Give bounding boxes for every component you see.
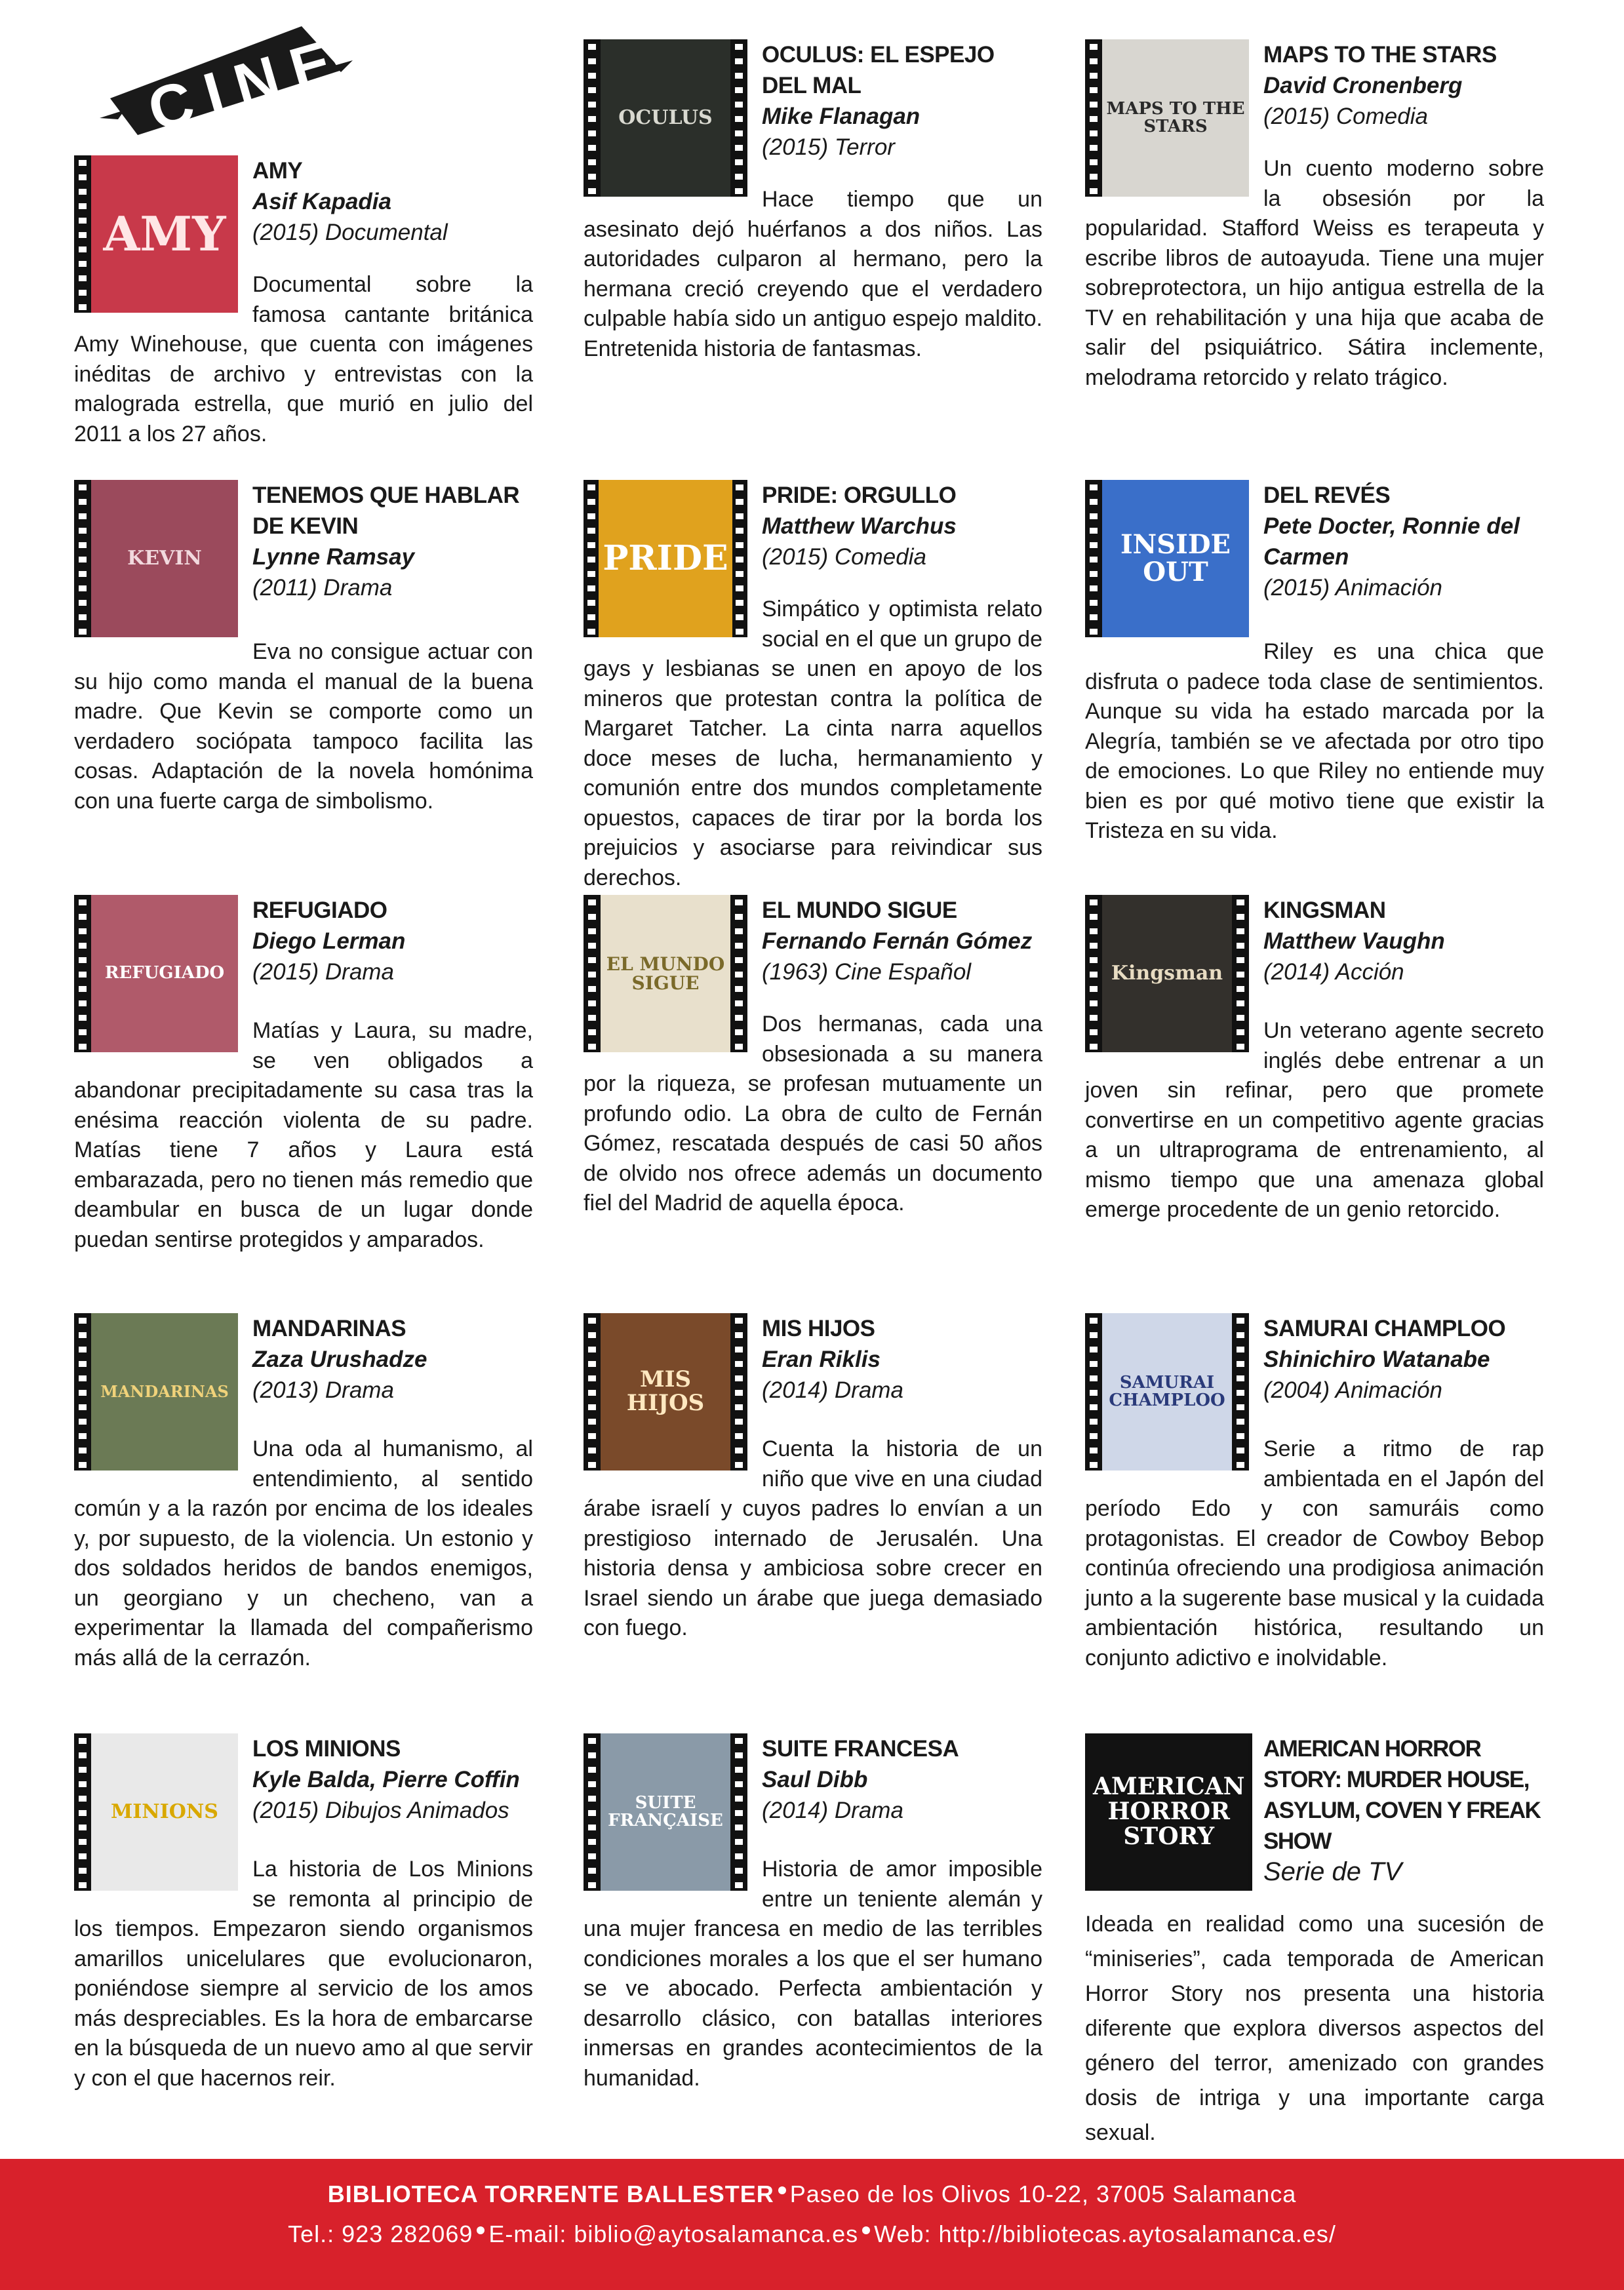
movie-poster: OCULUS: [601, 39, 730, 197]
movie-director: Lynne Ramsay: [252, 544, 415, 570]
movie-title: TENEMOS QUE HABLAR DE KEVIN: [252, 483, 520, 539]
movie-year-genre: Serie de TV: [1263, 1857, 1402, 1886]
movie-title: EL MUNDO SIGUE: [762, 898, 957, 923]
footer-email[interactable]: E-mail: biblio@aytosalamanca.es: [488, 2221, 859, 2247]
movie-synopsis: Un veterano agente secreto inglés debe entrenar a un joven sin refinar, pero que promete convertirse en un competitivo agente gracias a un ultraprograma de entrenamiento, al mismo tiempo que una amenaza global emerge procedente de un genio retorcido.: [1085, 1018, 1544, 1222]
poster-film-frame: [584, 1313, 747, 1471]
movie-year-genre: (2011) Drama: [252, 575, 393, 601]
movie-synopsis: Un cuento moderno sobre la obsesión por la popularidad. Stafford Weiss es terapeuta y escribe libros de autoayuda. Tiene una mujer sobreprotectora, un hijo antigua estrella de la TV en rehabilitación y una hija que acaba de salir del psiquiátrico. Sátira inclemente, melodrama retorcido y relato trágico.: [1085, 156, 1544, 390]
movie-poster: SUITE FRANÇAISE: [601, 1733, 730, 1891]
movie-director: Matthew Vaughn: [1263, 928, 1445, 954]
movie-synopsis: Eva no consigue actuar con su hijo como manda el manual de la buena madre. Que Kevin se comporte como un verdadero sociópata tampoco facilita las cosas. Adaptación de la novela homónima con una fuerte carga de simbolismo.: [74, 639, 533, 814]
movie-entry-maps: [1085, 39, 1544, 393]
movie-director: Matthew Warchus: [762, 513, 957, 539]
movie-poster: SAMURAI CHAMPLOO: [1102, 1313, 1232, 1471]
movie-title: DEL REVÉS: [1263, 483, 1391, 508]
movie-poster: KEVIN: [91, 480, 238, 637]
poster-film-frame: [584, 39, 747, 197]
bullet-icon: [862, 2226, 870, 2234]
movie-director: Diego Lerman: [252, 928, 406, 954]
movie-synopsis: Ideada en realidad como una sucesión de “miniseries”, cada temporada de American Horror Story nos presenta una historia diferente que explora diversos aspectos del género del terror, amenizado con grandes dosis de intriga y una importante carga sexual.: [1085, 1912, 1544, 2145]
poster-film-frame: [584, 1733, 747, 1891]
movie-synopsis: Riley es una chica que disfruta o padece toda clase de sentimientos. Aunque su vida ha estado marcada por la Alegría, también se ve afectada por otro tipo de emociones. Lo que Riley no entiende muy bien es por qué motivo tiene que existir la Tristeza en su vida.: [1085, 639, 1544, 843]
poster-film-frame: [1085, 1733, 1249, 1891]
poster-film-frame: [74, 480, 238, 637]
cine-logo: [98, 20, 354, 145]
movie-year-genre: (2014) Drama: [762, 1798, 903, 1823]
movie-director: Zaza Urushadze: [252, 1347, 427, 1372]
poster-film-frame: [1085, 39, 1249, 197]
movie-entry-el-mundo-sigue: [584, 895, 1042, 1219]
movie-title: AMY: [252, 158, 303, 184]
movie-year-genre: (2015) Comedia: [762, 544, 926, 570]
movie-synopsis: Hace tiempo que un asesinato dejó huérfanos a dos niños. Las autoridades culparon al hermano, pero la hermana creció creyendo que el verdadero culpable había sido un antiguo espejo maldito. Entretenida historia de fantasmas.: [584, 187, 1042, 361]
movie-director: Eran Riklis: [762, 1347, 881, 1372]
movie-synopsis: Dos hermanas, cada una obsesionada a su manera por la riqueza, se profesan mutuamente un profundo odio. La obra de culto de Fernán Gómez, rescatada después de casi 50 años de olvido nos ofrece además un documento fiel del Madrid de aquella época.: [584, 1012, 1042, 1215]
movie-synopsis: Serie a ritmo de rap ambientada en el Japón del período Edo y con samuráis como protagonistas. El creador de Cowboy Bebop continúa ofreciendo una prodigiosa animación junto a la sugerente base musical y la cuidada ambientación histórica, resultando un conjunto adictivo e inolvidable.: [1085, 1436, 1544, 1670]
movie-year-genre: (2004) Animación: [1263, 1377, 1443, 1403]
movie-poster: EL MUNDO SIGUE: [601, 895, 730, 1052]
movie-year-genre: (2015) Comedia: [1263, 104, 1428, 129]
movie-entry-kevin: [74, 480, 533, 816]
movie-entry-del-reves: [1085, 480, 1544, 846]
movie-entry-suite-francesa: [584, 1733, 1042, 2093]
footer-line-address: [0, 2181, 1624, 2208]
movie-director: Asif Kapadia: [252, 189, 391, 214]
movie-director: Fernando Fernán Gómez: [762, 928, 1033, 954]
movie-director: Pete Docter, Ronnie del Carmen: [1263, 513, 1520, 570]
movie-year-genre: (2015) Dibujos Animados: [252, 1798, 509, 1823]
movie-entry-samurai-champloo: [1085, 1313, 1544, 1673]
movie-synopsis: La historia de Los Minions se remonta al principio de los tiempos. Empezaron siendo organismos amarillos unicelulares que evolucionaron, poniéndose siempre al servicio de los amos más despreciables. Es la hora de embarcarse en la búsqueda de un nuevo amo al que servir y con el que hacernos reir.: [74, 1857, 533, 2091]
movie-title: MAPS TO THE STARS: [1263, 42, 1497, 68]
movie-year-genre: (2015) Animación: [1263, 575, 1443, 601]
movie-entry-amy: [74, 155, 533, 449]
movie-title: LOS MINIONS: [252, 1736, 401, 1762]
movie-title: PRIDE: ORGULLO: [762, 483, 957, 508]
movie-entry-oculus: [584, 39, 1042, 364]
movie-year-genre: (2015) Terror: [762, 134, 895, 160]
poster-film-frame: [1085, 895, 1249, 1052]
movie-title: KINGSMAN: [1263, 898, 1386, 923]
footer-org: BIBLIOTECA TORRENTE BALLESTER: [327, 2181, 774, 2207]
footer-line-contact: [0, 2221, 1624, 2248]
poster-film-frame: [584, 895, 747, 1052]
movie-title: SUITE FRANCESA: [762, 1736, 959, 1762]
movie-entry-refugiado: [74, 895, 533, 1255]
footer-phone: Tel.: 923 282069: [288, 2221, 473, 2247]
movie-year-genre: (1963) Cine Español: [762, 959, 972, 985]
movie-entry-mandarinas: [74, 1313, 533, 1673]
footer-web[interactable]: Web: http://bibliotecas.aytosalamanca.es/: [874, 2221, 1336, 2247]
movie-synopsis: Historia de amor imposible entre un teniente alemán y una mujer francesa en medio de las terribles condiciones morales a los que el ser humano se ve abocado. Perfecta ambientación y desarrollo clásico, con batallas interiores inmersas en grandes acontecimientos de la humanidad.: [584, 1857, 1042, 2091]
poster-film-frame: [74, 1313, 238, 1471]
movie-year-genre: (2015) Drama: [252, 959, 394, 985]
movie-synopsis: Documental sobre la famosa cantante británica Amy Winehouse, que cuenta con imágenes inéditas de archivo y entrevistas con la malograda estrella, que murió en julio del 2011 a los 27 años.: [74, 272, 533, 446]
movie-entry-american-horror-story: [1085, 1733, 1544, 2150]
movie-director: Mike Flanagan: [762, 104, 921, 129]
movie-title: MIS HIJOS: [762, 1316, 875, 1341]
movie-year-genre: (2014) Drama: [762, 1377, 903, 1403]
movie-title: SAMURAI CHAMPLOO: [1263, 1316, 1506, 1341]
movie-poster: Kingsman: [1102, 895, 1232, 1052]
movie-director: Shinichiro Watanabe: [1263, 1347, 1490, 1372]
movie-synopsis: Cuenta la historia de un niño que vive en una ciudad árabe israelí y cuyos padres lo envían a un prestigioso internado de Jerusalén. Una historia densa y ambiciosa sobre crecer en Israel siendo un árabe que juega demasiado con fuego.: [584, 1436, 1042, 1640]
bullet-icon: [477, 2226, 485, 2234]
movie-poster: REFUGIADO: [91, 895, 238, 1052]
movie-poster: INSIDE OUT: [1102, 480, 1249, 637]
poster-film-frame: [74, 895, 238, 1052]
movie-year-genre: (2015) Documental: [252, 220, 448, 245]
movie-year-genre: (2013) Drama: [252, 1377, 394, 1403]
movie-title: REFUGIADO: [252, 898, 387, 923]
movie-poster: PRIDE: [599, 480, 732, 637]
bullet-icon: [778, 2186, 786, 2194]
movie-director: David Cronenberg: [1263, 73, 1463, 98]
poster-film-frame: [1085, 480, 1249, 637]
poster-film-frame: [1085, 1313, 1249, 1471]
movie-director: Kyle Balda, Pierre Coffin: [252, 1767, 520, 1792]
movie-poster: MIS HIJOS: [601, 1313, 730, 1471]
footer-bar: [0, 2159, 1624, 2290]
movie-entry-mis-hijos: [584, 1313, 1042, 1644]
movie-year-genre: (2014) Acción: [1263, 959, 1404, 985]
movie-synopsis: Simpático y optimista relato social en el que un grupo de gays y lesbianas se unen en apoyo de los mineros que protestan contra la política de Margaret Tatcher. La cinta narra aquellos doce meses de lucha, hermanamiento y comunión entre dos mundos completamente opuestos, capaces de tirar por la borda los prejuicios y asociarse para reivindicar sus derechos.: [584, 597, 1042, 890]
movie-entry-kingsman: [1085, 895, 1544, 1225]
movie-poster: AMERICAN HORROR STORY: [1089, 1733, 1248, 1891]
movie-title: OCULUS: EL ESPEJO DEL MAL: [762, 42, 995, 98]
movie-title: AMERICAN HORROR STORY: MURDER HOUSE, ASYLUM, COVEN Y FREAK SHOW: [1263, 1736, 1541, 1854]
movie-entry-minions: [74, 1733, 533, 2093]
movie-poster: MANDARINAS: [91, 1313, 238, 1471]
movie-entry-pride: [584, 480, 1042, 893]
movie-synopsis: Una oda al humanismo, al entendimiento, al sentido común y a la razón por encima de los ideales y, por supuesto, de la violencia. Un estonio y dos soldados heridos de bandos enemigos, un georgiano y un checheno, van a experimentar la llamada del compañerismo más allá de la cerrazón.: [74, 1436, 533, 1670]
movie-synopsis: Matías y Laura, su madre, se ven obligados a abandonar precipitadamente su casa tras la enésima reacción violenta de su padre. Matías tiene 7 años y Laura está embarazada, pero no tienen más remedio que deambular en busca de un lugar donde puedan sentirse protegidos y amparados.: [74, 1018, 533, 1252]
movie-poster: MINIONS: [91, 1733, 238, 1891]
poster-film-frame: [74, 155, 238, 313]
movie-poster: AMY: [91, 155, 238, 313]
movie-director: Saul Dibb: [762, 1767, 868, 1792]
cine-logo-shape: [98, 20, 354, 145]
movie-poster: MAPS TO THE STARS: [1102, 39, 1249, 197]
poster-film-frame: [74, 1733, 238, 1891]
movie-title: MANDARINAS: [252, 1316, 406, 1341]
footer-address: Paseo de los Olivos 10-22, 37005 Salamanca: [789, 2181, 1297, 2207]
poster-film-frame: [584, 480, 747, 637]
cine-logo-text: CINE: [140, 24, 353, 145]
